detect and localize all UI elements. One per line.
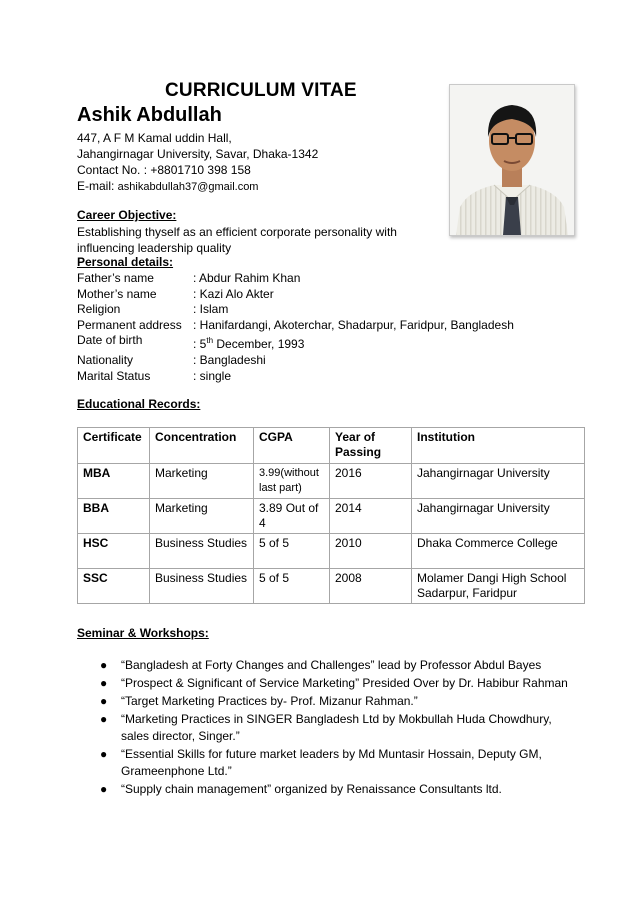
table-cell: 2010	[330, 534, 412, 569]
cgpa-value: 3.99(without last part)	[259, 467, 319, 494]
personal-label: Religion	[77, 302, 121, 317]
personal-label: Father’s name	[77, 271, 154, 285]
personal-value: : single	[193, 368, 232, 383]
contact-number: Contact No. : +8801710 398 158	[77, 163, 251, 177]
personal-details-list	[77, 271, 514, 384]
email-line	[77, 178, 318, 195]
table-cell: 2016	[330, 464, 412, 499]
table-row	[78, 534, 585, 569]
table-cell: Business Studies	[150, 569, 254, 604]
seminar-list	[100, 657, 570, 799]
table-row	[78, 464, 585, 499]
table-cell: Jahangirnagar University	[412, 499, 585, 534]
table-cell: Jahangirnagar University	[412, 464, 585, 499]
personal-label: Permanent address	[77, 317, 182, 332]
table-row	[78, 569, 585, 604]
personal-row-mother	[77, 287, 514, 303]
personal-value: : Abdur Rahim Khan	[193, 271, 301, 285]
table-cell: Marketing	[150, 499, 254, 534]
personal-row-dob	[77, 333, 514, 353]
table-cell: 5 of 5	[254, 569, 330, 604]
table-cell: BBA	[78, 499, 150, 534]
personal-value: : Hanifardangi, Akoterchar, Shadarpur, Faridpur, Bangladesh	[193, 317, 514, 332]
table-cell: Business Studies	[150, 534, 254, 569]
profile-photo	[449, 84, 575, 236]
table-cell: Marketing	[150, 464, 254, 499]
personal-row-address	[77, 318, 514, 334]
column-header: Institution	[412, 428, 585, 464]
table-cell: 2014	[330, 499, 412, 534]
personal-label: Date of birth	[77, 333, 143, 348]
contact-block	[77, 130, 318, 195]
list-item	[100, 693, 570, 710]
email-label: E-mail:	[77, 179, 118, 193]
table-cell: MBA	[78, 464, 150, 499]
list-item	[100, 711, 570, 745]
list-item	[100, 781, 570, 798]
seminar-text: “Bangladesh at Forty Changes and Challenges” lead by Professor Abdul Bayes	[121, 658, 542, 672]
personal-label: Nationality	[77, 352, 134, 367]
table-cell: 3.89 Out of 4	[254, 499, 330, 534]
personal-label: Mother’s name	[77, 286, 157, 301]
bullet-icon: ●	[100, 658, 108, 672]
table-cell: Dhaka Commerce College	[412, 534, 585, 569]
table-cell: SSC	[78, 569, 150, 604]
table-cell: Molamer Dangi High School Sadarpur, Faridpur	[412, 569, 585, 604]
bullet-icon: ●	[100, 694, 108, 708]
list-item	[100, 675, 570, 692]
career-objective-text: Establishing thyself as an efficient corporate personality with influencing leadership quality	[77, 225, 397, 255]
dob-suffix: December, 1993	[213, 337, 305, 352]
education-table	[77, 427, 585, 604]
seminar-text: “Marketing Practices in SINGER Bangladesh Ltd by Mokbullah Huda Chowdhury, sales director, Singer.”	[121, 712, 552, 743]
bullet-icon: ●	[100, 747, 108, 761]
list-item	[100, 657, 570, 674]
personal-label: Marital Status	[77, 368, 151, 383]
email-address: ashikabdullah37@gmail.com	[117, 181, 259, 193]
list-item	[100, 746, 570, 780]
personal-row-father	[77, 271, 514, 287]
table-cell: 2008	[330, 569, 412, 604]
bullet-icon: ●	[100, 712, 108, 726]
personal-row-nationality	[77, 353, 514, 369]
candidate-name: Ashik Abdullah	[77, 104, 222, 126]
profile-photo-image	[450, 85, 574, 235]
column-header: Certificate	[78, 428, 150, 464]
address-line-2: Jahangirnagar University, Savar, Dhaka-1342	[77, 147, 319, 161]
column-header: CGPA	[254, 428, 330, 464]
bullet-icon: ●	[100, 676, 108, 690]
seminar-text: “Essential Skills for future market leaders by Md Muntasir Hossain, Deputy GM, Grameenphone Ltd.”	[121, 747, 542, 778]
table-header-row	[78, 428, 585, 464]
document-title: CURRICULUM VITAE	[165, 80, 357, 101]
table-cell: HSC	[78, 534, 150, 569]
address-line-1: 447, A F M Kamal uddin Hall,	[77, 131, 232, 145]
seminars-heading: Seminar & Workshops:	[77, 626, 209, 640]
personal-row-marital	[77, 369, 514, 385]
personal-value: : Bangladeshi	[193, 352, 266, 367]
column-header: Concentration	[150, 428, 254, 464]
education-heading: Educational Records:	[77, 397, 201, 411]
personal-row-religion	[77, 302, 514, 318]
dob-superscript: th	[206, 336, 214, 346]
personal-details-heading: Personal details:	[77, 255, 174, 269]
seminar-text: “Target Marketing Practices by- Prof. Mizanur Rahman.”	[121, 694, 418, 708]
personal-value: : Islam	[193, 302, 229, 317]
dob-prefix: : 5	[193, 337, 207, 352]
table-cell: 5 of 5	[254, 534, 330, 569]
table-cell	[254, 464, 330, 499]
career-objective-heading: Career Objective:	[77, 208, 177, 222]
table-row	[78, 499, 585, 534]
seminar-text: “Prospect & Significant of Service Marketing” Presided Over by Dr. Habibur Rahman	[121, 676, 568, 690]
bullet-icon: ●	[100, 782, 108, 796]
personal-value: : Kazi Alo Akter	[193, 286, 274, 301]
personal-value	[193, 333, 304, 353]
column-header: Year of Passing	[330, 428, 412, 464]
seminar-text: “Supply chain management” organized by Renaissance Consultants ltd.	[121, 782, 502, 796]
